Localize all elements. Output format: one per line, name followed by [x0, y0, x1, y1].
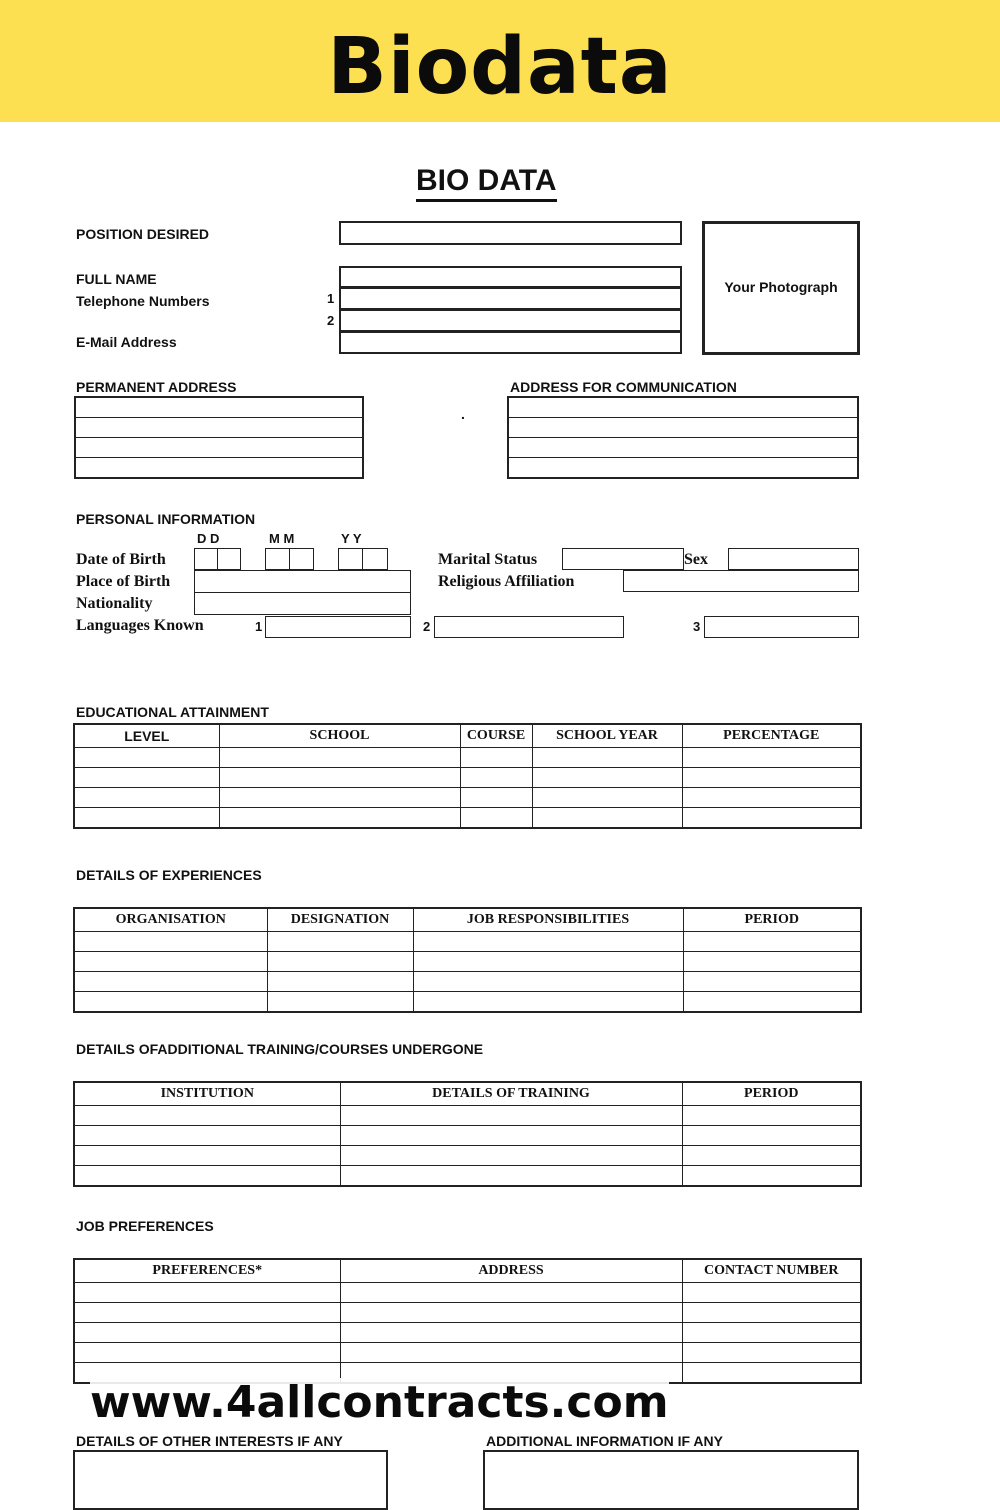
phone-1-number: 1 [327, 291, 335, 306]
permanent-address-line[interactable] [75, 418, 363, 438]
education-header-school: SCHOOL [219, 724, 460, 748]
email-label: E-Mail Address [76, 334, 177, 350]
table-row [74, 808, 861, 829]
religion-field[interactable] [623, 570, 859, 592]
additional-info-label: ADDITIONAL INFORMATION IF ANY [486, 1433, 723, 1449]
training-header-period: PERIOD [682, 1082, 861, 1106]
marital-status-field[interactable] [562, 548, 684, 570]
dob-mm-header: M M [269, 531, 295, 546]
permanent-address-line[interactable] [75, 458, 363, 479]
email-field[interactable] [339, 331, 682, 354]
photo-box[interactable] [702, 221, 860, 355]
education-header-percentage: PERCENTAGE [682, 724, 861, 748]
table-row [74, 768, 861, 788]
table-row [74, 788, 861, 808]
nationality-field[interactable] [194, 592, 411, 615]
languages-label: Languages Known [76, 617, 204, 634]
table-row [74, 1106, 861, 1126]
communication-address-line[interactable] [508, 418, 858, 438]
dob-dd-header: D D [197, 531, 220, 546]
website-url: www.4allcontracts.com [90, 1377, 669, 1428]
table-row [74, 1146, 861, 1166]
experience-header-responsibilities: JOB RESPONSIBILITIES [413, 908, 683, 932]
communication-address-line[interactable] [508, 438, 858, 458]
dob-year-digit[interactable] [338, 548, 363, 570]
banner-title: Biodata [327, 22, 673, 112]
dob-month-digit[interactable] [289, 548, 314, 570]
table-row [74, 1303, 861, 1323]
training-table [73, 1081, 862, 1187]
place-of-birth-field[interactable] [194, 570, 411, 593]
language-2-number: 2 [423, 619, 431, 634]
table-row [74, 972, 861, 992]
religion-label: Religious Affiliation [438, 573, 575, 590]
telephone-1-field[interactable] [339, 287, 682, 310]
education-header-course: COURSE [460, 724, 532, 748]
table-row [74, 1283, 861, 1303]
marital-status-label: Marital Status [438, 551, 538, 568]
table-row [74, 932, 861, 952]
preferences-table [73, 1258, 862, 1384]
permanent-address-line[interactable] [75, 438, 363, 458]
position-desired-label: POSITION DESIRED [76, 226, 210, 242]
language-2-field[interactable] [434, 616, 624, 638]
language-1-number: 1 [255, 619, 263, 634]
phone-2-number: 2 [327, 313, 335, 328]
training-header-institution: INSTITUTION [74, 1082, 340, 1106]
position-desired-field[interactable] [339, 221, 682, 245]
telephone-label: Telephone Numbers [76, 293, 210, 309]
table-row [74, 952, 861, 972]
nationality-label: Nationality [76, 595, 153, 612]
training-label: DETAILS OFADDITIONAL TRAINING/COURSES UNDERGONE [76, 1041, 484, 1057]
table-row [74, 1323, 861, 1343]
communication-address-table [507, 396, 859, 479]
language-1-field[interactable] [265, 616, 411, 638]
photo-label: Your Photograph [724, 279, 838, 295]
dob-month-digit[interactable] [265, 548, 290, 570]
additional-info-field[interactable] [483, 1450, 859, 1510]
communication-address-label: ADDRESS FOR COMMUNICATION [510, 379, 737, 395]
table-row [74, 1166, 861, 1187]
place-of-birth-label: Place of Birth [76, 573, 171, 590]
table-row [74, 748, 861, 768]
table-row [74, 1343, 861, 1363]
education-header-level: LEVEL [74, 724, 219, 748]
sex-field[interactable] [728, 548, 859, 570]
education-label: EDUCATIONAL ATTAINMENT [76, 704, 269, 720]
permanent-address-table [74, 396, 364, 479]
job-preferences-label: JOB PREFERENCES [76, 1218, 214, 1234]
other-interests-field[interactable] [73, 1450, 388, 1510]
dob-yy-header: Y Y [341, 531, 362, 546]
permanent-address-label: PERMANENT ADDRESS [76, 379, 237, 395]
preferences-header-preferences: PREFERENCES* [74, 1259, 340, 1283]
table-row [74, 1126, 861, 1146]
other-interests-label: DETAILS OF OTHER INTERESTS IF ANY [76, 1433, 343, 1449]
experience-header-designation: DESIGNATION [267, 908, 413, 932]
form-title: BIO DATA [416, 164, 557, 202]
full-name-field[interactable] [339, 266, 682, 288]
dob-label: Date of Birth [76, 551, 166, 568]
dob-year-digit[interactable] [362, 548, 388, 570]
experience-header-period: PERIOD [683, 908, 861, 932]
education-header-year: SCHOOL YEAR [532, 724, 682, 748]
experience-label: DETAILS OF EXPERIENCES [76, 867, 262, 883]
permanent-address-line[interactable] [75, 397, 363, 418]
title-banner [0, 0, 1000, 122]
experience-header-organisation: ORGANISATION [74, 908, 267, 932]
experience-table [73, 907, 862, 1013]
full-name-label: FULL NAME [76, 271, 157, 287]
communication-address-line[interactable] [508, 397, 858, 418]
sex-label: Sex [684, 551, 708, 568]
preferences-header-address: ADDRESS [340, 1259, 682, 1283]
table-row [74, 992, 861, 1013]
personal-info-label: PERSONAL INFORMATION [76, 511, 256, 527]
education-table [73, 723, 862, 829]
stray-dot: . [461, 406, 465, 422]
language-3-field[interactable] [704, 616, 859, 638]
communication-address-line[interactable] [508, 458, 858, 479]
language-3-number: 3 [693, 619, 701, 634]
telephone-2-field[interactable] [339, 309, 682, 332]
dob-day-digit[interactable] [194, 548, 218, 570]
preferences-header-contact: CONTACT NUMBER [682, 1259, 861, 1283]
dob-day-digit[interactable] [217, 548, 241, 570]
training-header-details: DETAILS OF TRAINING [340, 1082, 682, 1106]
